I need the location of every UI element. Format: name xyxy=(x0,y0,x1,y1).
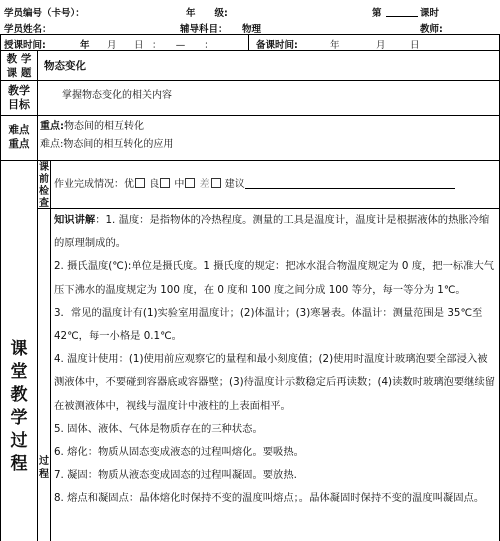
pre-check-label-text: 课前检查 xyxy=(39,162,49,209)
homework-line xyxy=(54,178,455,192)
knowledge-body xyxy=(54,209,496,511)
poor-checkbox[interactable] xyxy=(211,178,221,188)
row-divider-keypoints xyxy=(0,160,500,161)
knowledge-paragraph-2: 2. 摄氏温度(℃):单位是摄氏度。1 摄氏度的规定：把冰水混合物温度规定为 0 度，把一标准大气压下沸水的温度规定为 100 度，在 0 度和 100 度之间分成 100 等分，每一等分为 1℃。 xyxy=(54,260,495,296)
prep-month: 月 xyxy=(376,40,386,51)
homework-suggestion: 建议 xyxy=(224,179,245,190)
prep-time-label: 备课时间: xyxy=(256,40,298,51)
key-point-text: 物态间的相互转化 xyxy=(64,121,144,132)
grade-label: 年 级: xyxy=(186,8,228,19)
class-day: 日 xyxy=(134,40,144,51)
knowledge-paragraph-8: 8. 熔点和凝固点：晶体熔化时保持不变的温度叫熔点；。晶体凝固时保持不变的温度叫凝固点。 xyxy=(54,492,485,505)
hard-point-text: 物态间的相互转化的应用 xyxy=(63,139,174,150)
medium-checkbox[interactable] xyxy=(185,178,195,188)
homework-prefix: 作业完成情况：优 xyxy=(54,179,134,190)
topic-label-text: 教 学 课 题 xyxy=(6,53,32,79)
knowledge-paragraph-5: 5. 固体、液体、气体是物质存在的三种状态。 xyxy=(54,422,263,435)
suggestion-blank[interactable] xyxy=(245,188,455,189)
session-suffix: 课时 xyxy=(420,8,440,19)
header-divider xyxy=(0,34,500,35)
homework-poor: 差 xyxy=(199,179,210,190)
pre-check-label xyxy=(38,162,50,210)
homework-good: 良 xyxy=(149,179,160,190)
knowledge-paragraph-3: 3．常见的温度计有(1)实验室用温度计；(2)体温计；(3)寒暑表。体温计：测量范围是 35℃至 42℃，每一小格是 0.1℃。 xyxy=(54,306,483,343)
process-sub-label-text: 过程 xyxy=(39,456,49,480)
knowledge-paragraph-6: 6. 熔化：物质从固态变成液态的过程叫熔化。要吸热。 xyxy=(54,446,304,459)
header-row-3 xyxy=(0,37,500,51)
header-row-2 xyxy=(0,21,500,35)
class-year: 年 xyxy=(80,40,90,51)
sub-label-column-divider xyxy=(50,160,51,541)
prep-day: 日 xyxy=(410,40,420,51)
row-divider-topic xyxy=(0,80,500,81)
table-top-border xyxy=(0,50,500,51)
hard-point-prefix: 难点: xyxy=(40,139,64,150)
key-point-line xyxy=(40,120,144,134)
topic-label xyxy=(2,52,36,80)
session-blank[interactable] xyxy=(386,16,418,17)
header-row-1 xyxy=(0,5,500,19)
knowledge-text-1: 1. 温度：是指物体的冷热程度。测量的工具是温度计，温度计是根据液体的热胀冷缩的原理制成的。 xyxy=(54,214,490,250)
process-sub-label xyxy=(38,455,50,481)
knowledge-paragraph-4: 4. 温度计使用：(1)使用前应观察它的量程和最小刻度值；(2)使用时温度计玻璃泡要全部浸入被测液体中，不要碰到容器底或容器壁；(3)待温度计示数稳定后再读数；(4)读数时玻璃泡要继续留在被测液体中，视线与温度计中液柱的上表面相平。 xyxy=(54,353,496,412)
student-name-label: 学员姓名： xyxy=(4,24,52,35)
subject-value: 物理 xyxy=(242,24,262,35)
table-left-border xyxy=(0,34,1,541)
knowledge-sep: ： xyxy=(95,214,106,226)
good-checkbox[interactable] xyxy=(160,178,170,188)
classroom-process-label xyxy=(2,338,36,476)
key-point-prefix: 重点: xyxy=(40,121,64,132)
class-month: 月 xyxy=(107,40,117,51)
class-time-label: 授课时间: xyxy=(4,40,46,51)
knowledge-paragraph-1 xyxy=(54,209,496,255)
goal-label xyxy=(2,84,36,112)
keypoints-label-text: 难点 重点 xyxy=(8,124,30,150)
topic-value: 物态变化 xyxy=(44,60,86,72)
knowledge-paragraph-7: 7. 凝固：物质从液态变成固态的过程叫凝固。要放热. xyxy=(54,469,297,482)
knowledge-label: 知识讲解 xyxy=(54,214,96,226)
header-row3-split xyxy=(248,34,249,50)
class-time-range: ： — ： xyxy=(152,40,214,51)
keypoints-label xyxy=(2,123,36,151)
session-label: 第 xyxy=(372,8,382,19)
tutor-subject-label: 辅导科目： xyxy=(180,24,228,35)
homework-medium: 中 xyxy=(174,179,185,190)
goal-label-text: 教学 目标 xyxy=(8,84,30,111)
hard-point-line xyxy=(40,138,173,152)
student-id-label: 学员编号（卡号）： xyxy=(4,8,85,19)
prep-year: 年 xyxy=(330,40,340,51)
goal-value: 掌握物态变化的相关内容 xyxy=(62,90,172,101)
excellent-checkbox[interactable] xyxy=(135,178,145,188)
teacher-label: 教师: xyxy=(420,24,443,35)
row-divider-goal xyxy=(0,115,500,116)
classroom-process-label-text: 课堂教学过程 xyxy=(10,339,28,474)
